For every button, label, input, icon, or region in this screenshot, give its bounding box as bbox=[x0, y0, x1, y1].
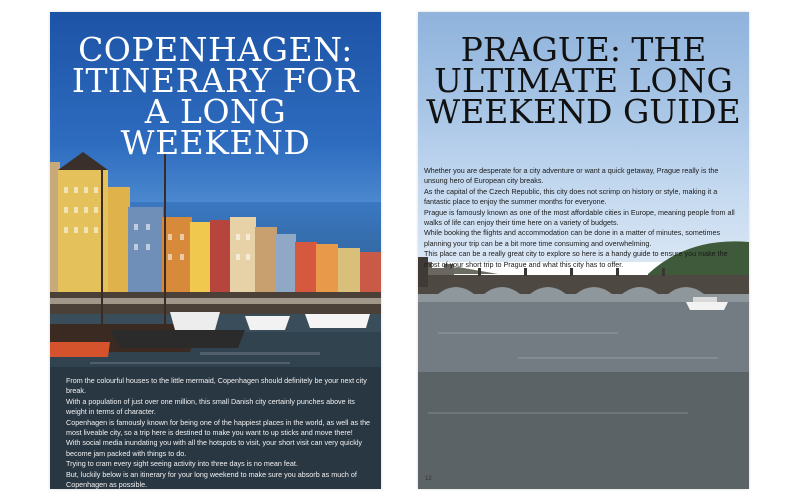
prague-page bbox=[418, 12, 749, 489]
page-title: COPENHAGEN: ITINERARY FOR A LONG WEEKEND bbox=[71, 30, 360, 162]
page-title: PRAGUE: THE ULTIMATE LONG WEEKEND GUIDE bbox=[426, 30, 741, 131]
body-paragraph: As the capital of the Czech Republic, this city does not scrimp on history or style, making it a fantastic place to enjoy the summer months for everyone. bbox=[424, 186, 718, 207]
body-paragraph: Prague is famously known as one of the most affordable cities in Europe, meaning people from all walks of life can enjoy their time here on a variety of budgets. bbox=[424, 207, 735, 228]
body-paragraph: From the colourful houses to the little mermaid, Copenhagen should definitely be your next city break. bbox=[66, 376, 367, 396]
body-paragraph: Copenhagen is famously known for being one of the happiest places in the world, as well as the most liveable city, so a trip here is destined to make you want to up sticks and move there! bbox=[66, 417, 371, 438]
body-paragraph: With social media inundating you with all the hotspots to visit, your short visit can very quickly become jam packed with things to do. bbox=[66, 438, 363, 458]
page-number: 12 bbox=[425, 476, 432, 482]
copenhagen-page bbox=[50, 12, 381, 489]
body-paragraph: This place can be a really great city to explore so here is a handy guide to ensure you make the most of your short trip to Prague and what this city has to offer. bbox=[424, 249, 728, 269]
body-paragraph: With a population of just over one million, this small Danish city certainly punches above its weight in terms of character. bbox=[66, 396, 355, 417]
article-body bbox=[424, 166, 743, 270]
body-paragraph: Trying to cram every sight seeing activity into three days is no mean feat. bbox=[66, 459, 298, 469]
article-body bbox=[66, 376, 371, 489]
body-paragraph: While booking the flights and accommodation can be done in a matter of minutes, sometimes planning your trip can be a bit more time consuming and overwhelming. bbox=[424, 228, 721, 248]
body-paragraph: But, luckily below is an itinerary for your long weekend to make sure you absorb as much of Copenhagen as possible. bbox=[66, 469, 357, 489]
body-paragraph: Whether you are desperate for a city adventure or want a quick getaway, Prague really is the unsung hero of European city breaks. bbox=[424, 166, 719, 186]
